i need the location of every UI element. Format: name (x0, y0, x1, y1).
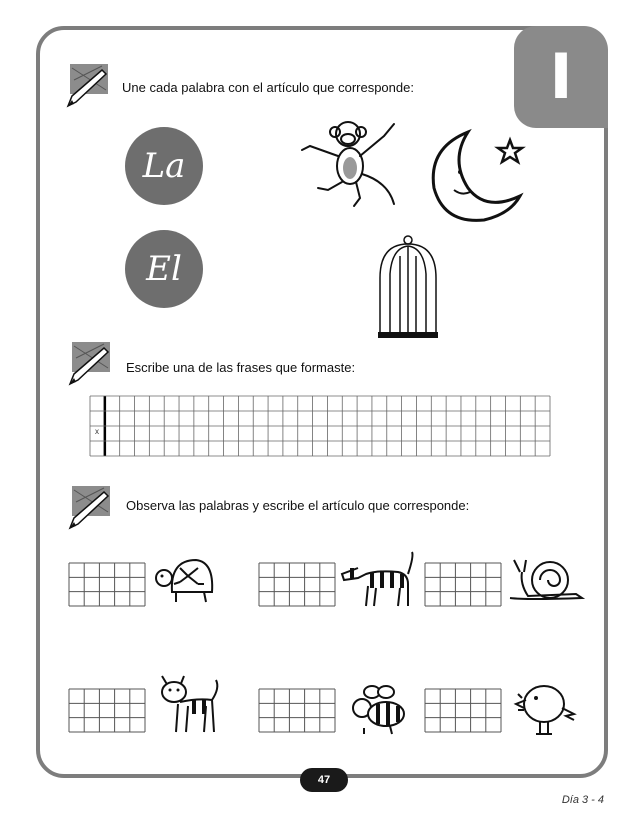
writing-grid[interactable] (89, 395, 551, 462)
turtle-picture (154, 554, 216, 606)
pencil-icon (64, 484, 112, 532)
pencil-icon (62, 62, 110, 110)
pencil-icon (64, 340, 112, 388)
instruction-write-phrase: Escribe una de las frases que formaste: (126, 360, 356, 375)
snail-picture (506, 556, 586, 604)
article-la[interactable]: La (125, 127, 203, 205)
moon-and-star-picture[interactable] (424, 126, 528, 230)
writing-grid-lines[interactable] (89, 395, 551, 457)
unit-badge-label: I (549, 40, 573, 113)
instruction-observe: Observa las palabras y escribe el artículo que corresponde: (126, 498, 470, 513)
zebra-picture (338, 548, 418, 610)
monkey-picture[interactable] (298, 112, 400, 210)
article-el[interactable]: El (125, 230, 203, 308)
answer-grid-bird[interactable] (424, 688, 502, 738)
answer-grid-turtle[interactable] (68, 562, 146, 612)
answer-grid-snail[interactable] (424, 562, 502, 612)
margin-mark: x (95, 427, 99, 436)
bird-picture (512, 680, 578, 740)
instruction-match: Une cada palabra con el artículo que corresponde: (122, 80, 414, 95)
answer-grid-zebra[interactable] (258, 562, 336, 612)
answer-grid-cat[interactable] (68, 688, 146, 738)
answer-grid-bee[interactable] (258, 688, 336, 738)
bee-picture (350, 684, 410, 736)
day-label: Día 3 - 4 (561, 794, 604, 806)
page-number: 47 (300, 768, 348, 792)
cat-picture (158, 672, 224, 736)
birdcage-picture[interactable] (376, 234, 440, 342)
